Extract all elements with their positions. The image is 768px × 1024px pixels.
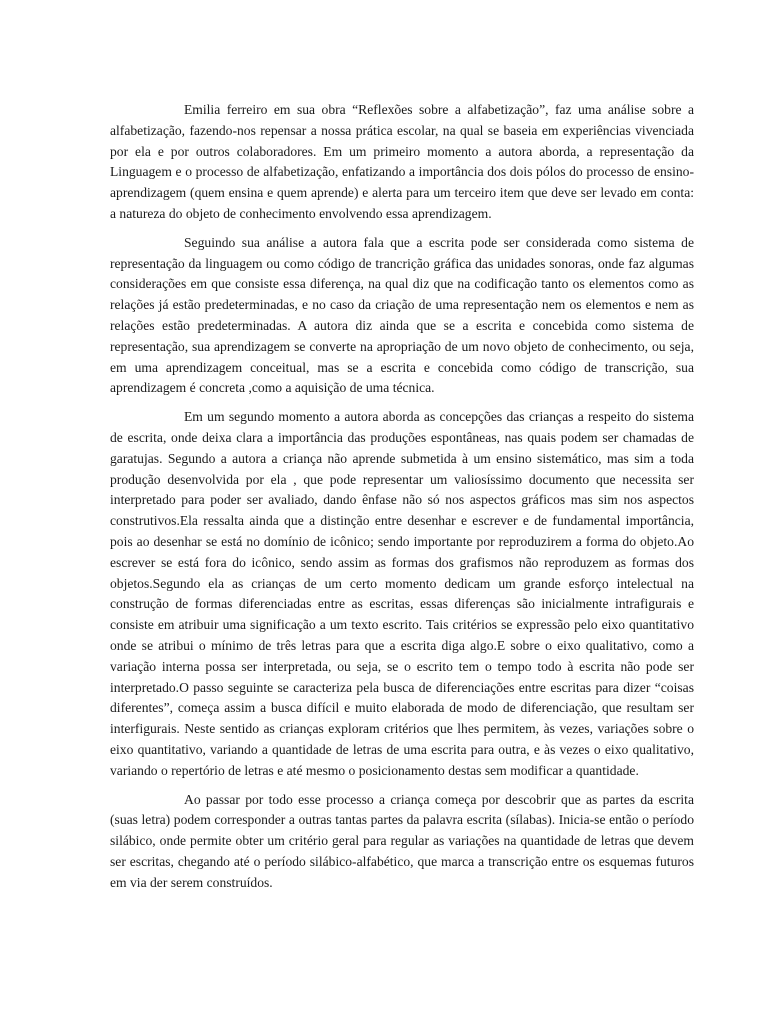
paragraph-2: Seguindo sua análise a autora fala que a escrita pode ser considerada como sistema de representação da linguagem ou como código de trancrição gráfica das unidades sonoras, onde faz algumas considerações em que consiste essa diferença, na qual diz que na codificação tanto os elementos como as relações já estão predeterminadas, e no caso da criação de uma representação nem os elementos e nem as relações estão predeterminadas. A autora diz ainda que se a escrita e concebida como sistema de representação, sua aprendizagem se converte na apropriação de um novo objeto de conhecimento, ou seja, em uma aprendizagem conceitual, mas se a escrita e concebida como código de transcrição, sua aprendizagem é concreta ,como a aquisição de uma técnica. <box>110 234 694 396</box>
paragraph-4: Ao passar por todo esse processo a criança começa por descobrir que as partes da escrita (suas letra) podem corresponder a outras tantas partes da palavra escrita (sílabas). Inicia-se então o período silábico, onde permite obter um critério geral para regular as variações na quantidade de letras que devem ser escritas, chegando até o período silábico-alfabético, que marca a transcrição entre os esquemas futuros em via der serem construídos. <box>110 791 694 890</box>
paragraph-1: Emilia ferreiro em sua obra “Reflexões sobre a alfabetização”, faz uma análise sobre a alfabetização, fazendo-nos repensar a nossa prática escolar, na qual se baseia em experiências vivenciada por ela e por outros colaboradores. Em um primeiro momento a autora aborda, a representação da Linguagem e o processo de alfabetização, enfatizando a importância dos dois pólos do processo de ensino-aprendizagem (quem ensina e quem aprende) e alerta para um terceiro item que deve ser levado em conta: a natureza do objeto de conhecimento envolvendo essa aprendizagem. <box>110 102 694 221</box>
paragraph-3: Em um segundo momento a autora aborda as concepções das crianças a respeito do sistema de escrita, onde deixa clara a importância das produções espontâneas, nas quais podem ser chamadas de garatujas. Segundo a autora a criança não aprende submetida à um ensino sistemático, mas sim a toda produção desenvolvida por ela , que pode representar um valiosíssimo documento que necessita ser interpretado para poder ser avaliado, dando ênfase não só nos aspectos gráficos mas sim nos aspectos construtivos.Ela ressalta ainda que a distinção entre desenhar e escrever e de fundamental importância, pois ao desenhar se está no domínio de icônico; sendo importante por reproduzirem a forma do objeto.Ao escrever se está fora do icônico, sendo assim as formas dos grafismos não reproduzem as formas dos objetos.Segundo ela as crianças de um certo momento dedicam um grande esforço intelectual na construção de formas diferenciadas entre as escritas, essas diferenças são inicialmente intrafigurais e consiste em atribuir uma significação a um texto escrito. Tais critérios se expressão pelo eixo quantitativo onde se atribui o mínimo de três letras para que a escrita diga algo.E sobre o eixo qualitativo, como a variação interna possa ser interpretada, ou seja, se o escrito tem o tempo todo à escrita não pode ser interpretado.O passo seguinte se caracteriza pela busca de diferenciações entre escritas para dizer “coisas diferentes”, começa assim a busca difícil e muito elaborada de modo de diferenciação, que resultam ser interfigurais. Neste sentido as crianças exploram critérios que lhes permitem, às vezes, variações sobre o eixo quantitativo, variando a quantidade de letras de uma escrita para outra, e às vezes o eixo qualitativo, variando o repertório de letras e até mesmo o posicionamento destas sem modificar a quantidade. <box>110 409 694 778</box>
document-body <box>110 100 694 901</box>
